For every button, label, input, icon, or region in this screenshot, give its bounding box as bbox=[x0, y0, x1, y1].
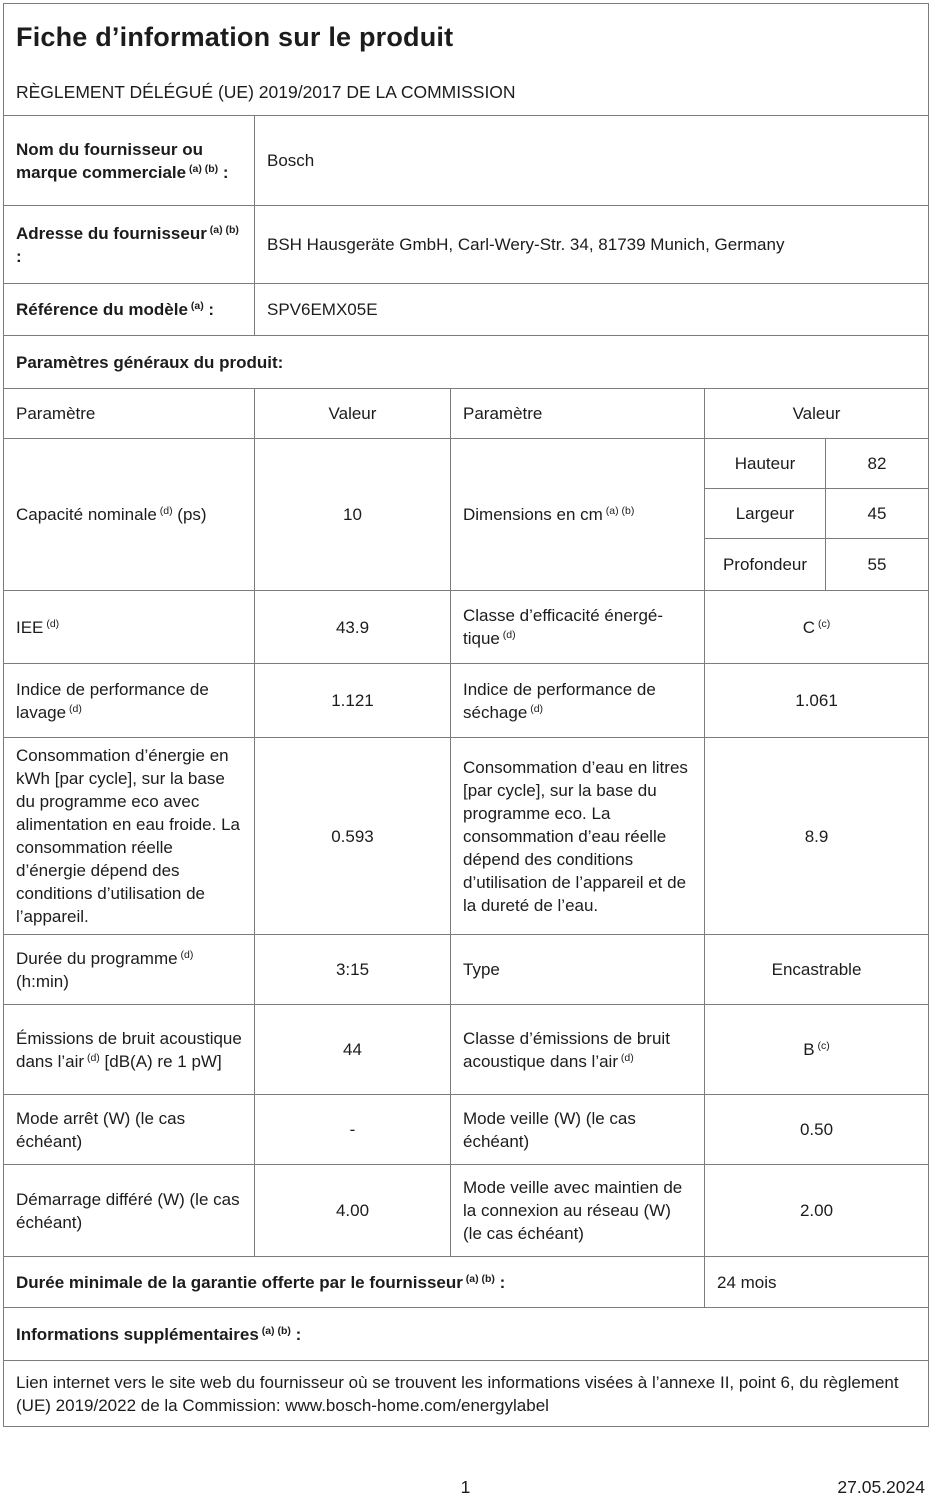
supplier-name-label-cell bbox=[4, 116, 255, 206]
off-mode-value-cell bbox=[255, 1095, 451, 1165]
delayed-start-label-cell bbox=[4, 1165, 255, 1257]
dimensions-label: Dimensions en cm bbox=[463, 505, 603, 524]
delayed-start-value-cell bbox=[255, 1165, 451, 1257]
eei-value: 43.9 bbox=[335, 617, 370, 637]
dimension-height-label: Hauteur bbox=[734, 454, 796, 473]
capacity-label: Capacité nominale bbox=[16, 505, 157, 524]
capacity-label-cell bbox=[4, 439, 255, 591]
supplier-address-label: Adresse du fournisseur bbox=[16, 223, 207, 243]
noise-class-value: B bbox=[803, 1040, 815, 1059]
model-reference-colon: : bbox=[203, 300, 215, 319]
programme-duration-value-cell bbox=[255, 935, 451, 1005]
noise-class-label-cell bbox=[451, 1005, 705, 1095]
noise-class-label: Classe d’émissions de bruit acoustique dans l’air bbox=[463, 1028, 670, 1071]
networked-standby-label-cell bbox=[451, 1165, 705, 1257]
energy-consumption-label-cell bbox=[4, 738, 255, 935]
additional-info-label: Informations supplémentaires bbox=[16, 1324, 259, 1344]
document-date: 27.05.2024 bbox=[837, 1477, 925, 1497]
noise-label-cell bbox=[4, 1005, 255, 1095]
dimension-height-value: 82 bbox=[867, 454, 887, 473]
dimension-width-label-cell bbox=[705, 489, 826, 539]
dimension-height-label-cell bbox=[705, 439, 826, 489]
eei-footnote: (d) bbox=[43, 617, 60, 630]
energy-class-value-footnote: (c) bbox=[815, 617, 831, 630]
noise-unit: [dB(A) re 1 pW] bbox=[99, 1051, 222, 1071]
water-consumption-label-cell bbox=[451, 738, 705, 935]
general-parameters-section-title: Paramètres généraux du produit: bbox=[16, 352, 284, 372]
column-header-value2: Valeur bbox=[792, 404, 841, 423]
type-value-cell bbox=[705, 935, 929, 1005]
dimension-depth-label: Profondeur bbox=[722, 555, 808, 574]
type-label-cell bbox=[451, 935, 705, 1005]
dimensions-footnote: (a) (b) bbox=[602, 505, 635, 517]
additional-info-footnote: (a) (b) bbox=[258, 1324, 291, 1337]
supplier-address-value: BSH Hausgeräte GmbH, Carl-Wery-Str. 34, 81739 Munich, Germany bbox=[267, 235, 785, 254]
regulation-subtitle: RÈGLEMENT DÉLÉGUÉ (UE) 2019/2017 DE LA COMMISSION bbox=[16, 81, 516, 102]
dry-index-label-cell bbox=[451, 664, 705, 738]
noise-footnote: (d) bbox=[84, 1051, 100, 1064]
model-reference-footnote: (a) bbox=[187, 300, 204, 312]
warranty-label-cell bbox=[4, 1257, 705, 1308]
water-consumption-value-cell bbox=[705, 738, 929, 935]
column-header-value1: Valeur bbox=[328, 404, 377, 423]
supplier-address-colon: : bbox=[16, 246, 22, 266]
capacity-footnote: (d) bbox=[156, 505, 173, 517]
supplier-address-value-cell bbox=[255, 206, 929, 284]
supplier-name-colon: : bbox=[218, 162, 229, 182]
programme-duration-unit: (h:min) bbox=[16, 971, 69, 991]
standby-label-cell bbox=[451, 1095, 705, 1165]
warranty-label: Durée minimale de la garantie offerte par le fournisseur bbox=[16, 1272, 463, 1292]
supplier-address-label-cell bbox=[4, 206, 255, 284]
noise-class-value-cell bbox=[705, 1005, 929, 1095]
networked-standby-label: Mode veille avec maintien de la connexion au réseau (W) (le cas échéant) bbox=[463, 1178, 683, 1243]
noise-value-cell bbox=[255, 1005, 451, 1095]
eei-value-cell bbox=[255, 591, 451, 664]
energy-consumption-value: 0.593 bbox=[331, 826, 374, 846]
page-number: 1 bbox=[460, 1477, 471, 1497]
dimension-width-value: 45 bbox=[867, 504, 887, 523]
warranty-colon: : bbox=[494, 1272, 506, 1292]
programme-duration-footnote: (d) bbox=[177, 948, 194, 961]
dry-index-value-cell bbox=[705, 664, 929, 738]
additional-info-label-cell bbox=[4, 1308, 929, 1361]
type-label: Type bbox=[463, 960, 500, 979]
dimension-height-value-cell bbox=[826, 439, 929, 489]
column-header-param2-cell bbox=[451, 389, 705, 439]
off-mode-label-cell bbox=[4, 1095, 255, 1165]
title-block bbox=[4, 4, 929, 116]
supplier-name-footnote: (a) (b) bbox=[186, 162, 219, 175]
wash-index-value: 1.121 bbox=[331, 691, 374, 710]
capacity-value: 10 bbox=[343, 505, 362, 524]
dimension-depth-label-cell bbox=[705, 539, 826, 591]
programme-duration-label-cell bbox=[4, 935, 255, 1005]
energy-class-value-cell bbox=[705, 591, 929, 664]
link-note-text: Lien internet vers le site web du fournisseur où se trouvent les informations visées à l’annexe II, point 6, du règlement (UE) 2019/2022 de la Commission: bbox=[16, 1372, 899, 1415]
dry-index-footnote: (d) bbox=[527, 702, 544, 715]
column-header-value2-cell bbox=[705, 389, 929, 439]
dimensions-label-cell bbox=[451, 439, 705, 591]
programme-duration-label: Durée du programme bbox=[16, 948, 178, 968]
networked-standby-value: 2.00 bbox=[799, 1201, 834, 1220]
noise-label: Émissions de bruit acoustique dans l’air bbox=[16, 1028, 242, 1071]
wash-index-footnote: (d) bbox=[66, 702, 82, 715]
delayed-start-value: 4.00 bbox=[335, 1201, 370, 1220]
dimension-depth-value: 55 bbox=[867, 555, 887, 574]
additional-info-colon: : bbox=[290, 1324, 302, 1344]
eei-label: IEE bbox=[16, 617, 44, 637]
energy-consumption-label: Consommation d’énergie en kWh [par cycle], sur la base du programme eco avec alimentation en eau froide. La consommation réelle d’énergie dépend des conditions d’utilisation de l’appareil. bbox=[16, 746, 240, 926]
energy-class-footnote: (d) bbox=[499, 629, 516, 641]
page-footer bbox=[3, 1477, 928, 1501]
networked-standby-value-cell bbox=[705, 1165, 929, 1257]
type-value: Encastrable bbox=[771, 960, 862, 979]
model-reference-value-cell bbox=[255, 284, 929, 336]
capacity-value-cell bbox=[255, 439, 451, 591]
warranty-value: 24 mois bbox=[717, 1272, 777, 1292]
general-parameters-section-cell bbox=[4, 336, 929, 389]
wash-index-value-cell bbox=[255, 664, 451, 738]
supplier-name-value-cell bbox=[255, 116, 929, 206]
model-reference-label-cell bbox=[4, 284, 255, 336]
model-reference-value: SPV6EMX05E bbox=[267, 300, 378, 319]
dimension-width-value-cell bbox=[826, 489, 929, 539]
standby-value-cell bbox=[705, 1095, 929, 1165]
dimension-width-label: Largeur bbox=[735, 504, 795, 523]
wash-index-label: Indice de performance de lavage bbox=[16, 679, 209, 722]
energy-class-label: Classe d’efficacité énergétique bbox=[463, 606, 664, 648]
standby-value: 0.50 bbox=[799, 1120, 834, 1139]
wash-index-label-cell bbox=[4, 664, 255, 738]
product-fiche-table bbox=[3, 3, 929, 1427]
column-header-param2: Paramètre bbox=[463, 404, 543, 423]
noise-class-value-footnote: (c) bbox=[814, 1040, 830, 1052]
supplier-address-footnote: (a) (b) bbox=[206, 223, 239, 236]
energy-consumption-value-cell bbox=[255, 738, 451, 935]
eei-label-cell bbox=[4, 591, 255, 664]
delayed-start-label: Démarrage différé (W) (le cas échéant) bbox=[16, 1189, 240, 1232]
supplier-name-label: Nom du fournisseur ou marque commerciale bbox=[16, 139, 203, 182]
warranty-footnote: (a) (b) bbox=[462, 1272, 495, 1285]
warranty-value-cell bbox=[705, 1257, 929, 1308]
off-mode-value: - bbox=[349, 1120, 356, 1139]
column-header-param1-cell bbox=[4, 389, 255, 439]
supplier-website-url[interactable]: www.bosch-home.com/energylabel bbox=[285, 1395, 549, 1415]
supplier-name-value: Bosch bbox=[267, 151, 315, 170]
programme-duration-value: 3:15 bbox=[335, 960, 370, 979]
model-reference-label: Référence du modèle bbox=[16, 300, 188, 319]
dimension-depth-value-cell bbox=[826, 539, 929, 591]
noise-value: 44 bbox=[343, 1040, 362, 1059]
noise-class-footnote: (d) bbox=[617, 1051, 634, 1064]
water-consumption-label: Consommation d’eau en litres [par cycle], sur la base du programme eco. La consommation d’eau réelle dépend des conditions d’utilisation de l’appareil et de la dureté de l’eau. bbox=[463, 757, 688, 915]
column-header-value1-cell bbox=[255, 389, 451, 439]
link-note-cell bbox=[4, 1361, 929, 1427]
dry-index-label: Indice de performance de séchage bbox=[463, 679, 656, 722]
column-header-param1: Paramètre bbox=[16, 404, 96, 423]
energy-class-label-cell bbox=[451, 591, 705, 664]
page-title: Fiche d’information sur le produit bbox=[16, 21, 454, 52]
off-mode-label: Mode arrêt (W) (le cas échéant) bbox=[16, 1108, 186, 1151]
energy-class-value: C bbox=[802, 617, 816, 637]
water-consumption-value: 8.9 bbox=[804, 826, 829, 846]
dry-index-value: 1.061 bbox=[795, 691, 838, 710]
standby-label: Mode veille (W) (le cas échéant) bbox=[463, 1108, 636, 1151]
capacity-unit: (ps) bbox=[172, 505, 207, 524]
